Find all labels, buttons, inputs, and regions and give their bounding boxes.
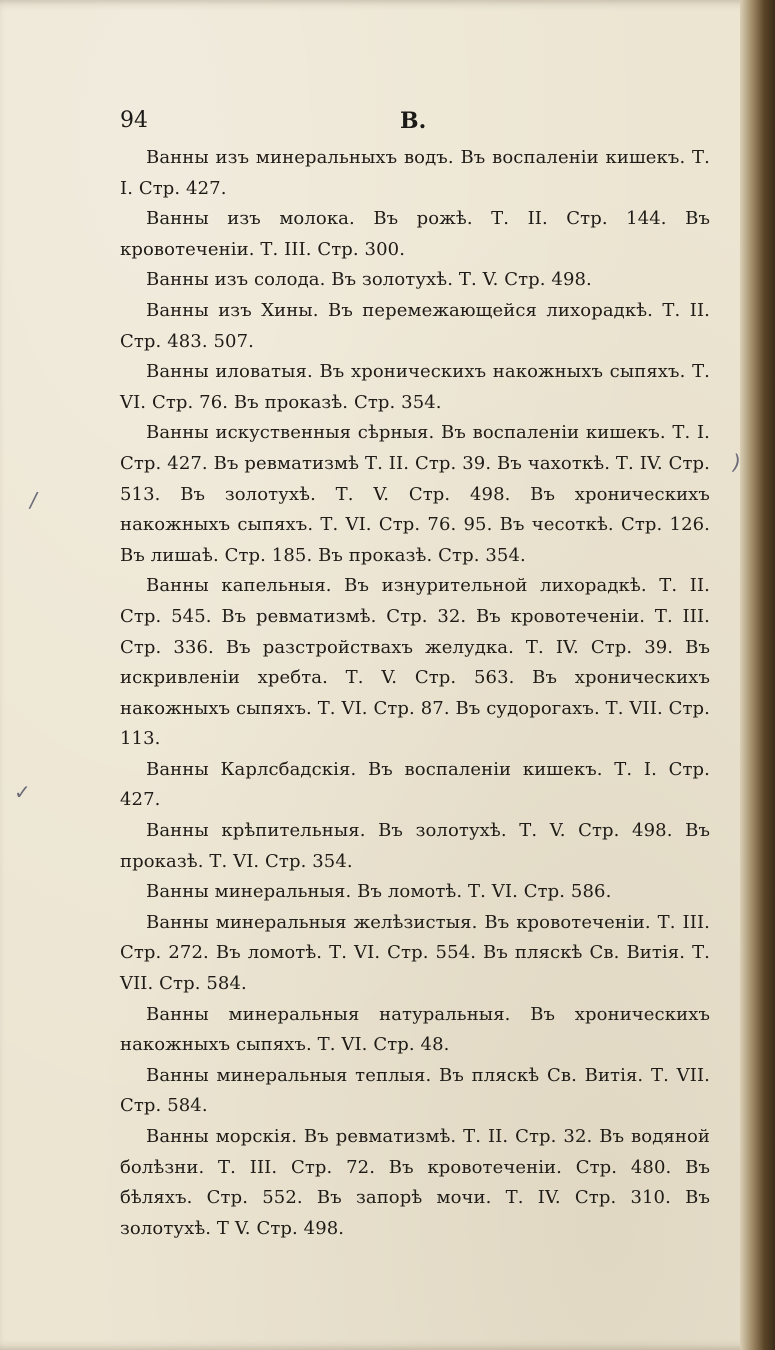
index-entry: Ванны Карлсбадскія. Въ воспаленіи кишекъ. Т. I. Стр. 427. [120, 758, 710, 811]
index-entry: Ванны капельныя. Въ изнурительной лихорадкѣ. Т. II. Стр. 545. Въ ревматизмѣ. Стр. 32. Въ кровотеченіи. Т. III. Стр. 336. Въ разстройствахъ желудка. Т. IV. Стр. 39. Въ искривленіи хребта. Т. V. Стр. 563. Въ хроническихъ накожныхъ сыпяхъ. Т. VI. Стр. 87. Въ судорогахъ. Т. VII. Стр. 113. [120, 575, 710, 750]
running-head: В. [400, 108, 427, 134]
page-header [120, 108, 427, 138]
index-entry: Ванны минеральныя теплыя. Въ пляскѣ Св. Витія. Т. VII. Стр. 584. [120, 1064, 710, 1117]
margin-pencil-mark: ) [733, 450, 741, 474]
index-entry: Ванны морскія. Въ ревматизмѣ. Т. II. Стр. 32. Въ водяной болѣзни. Т. III. Стр. 72. Въ кровотеченіи. Стр. 480. Въ бѣляхъ. Стр. 552. Въ запорѣ мочи. Т. IV. Стр. 310. Въ золотухѣ. Т V. Стр. 498. [120, 1126, 710, 1239]
margin-check-mark: ✓ [14, 780, 31, 804]
index-entry: Ванны иловатыя. Въ хроническихъ накожныхъ сыпяхъ. Т. VI. Стр. 76. Въ проказѣ. Стр. 354. [120, 361, 710, 413]
page-edge-shadow [740, 0, 775, 1350]
index-entry: Ванны изъ Хины. Въ перемежающейся лихорадкѣ. Т. II. Стр. 483. 507. [120, 299, 710, 352]
page-number: 94 [120, 108, 148, 133]
index-entry: Ванны искуственныя сѣрныя. Въ воспаленіи кишекъ. Т. I. Стр. 427. Въ ревматизмѣ Т. II. Стр. 39. Въ чахоткѣ. Т. IV. Стр. 513. Въ золотухѣ. Т. V. Стр. 498. Въ хроническихъ накожныхъ сыпяхъ. Т. VI. Стр. 76. 95. Въ чесоткѣ. Стр. 126. Въ лишаѣ. Стр. 185. Въ проказѣ. Стр. 354. [120, 422, 710, 566]
index-entry: Ванны минеральныя желѣзистыя. Въ кровотеченіи. Т. III. Стр. 272. Въ ломотѣ. Т. VI. Стр. 554. Въ пляскѣ Св. Витія. Т. VII. Стр. 584. [120, 911, 710, 995]
index-entry: Ванны изъ минеральныхъ водъ. Въ воспаленіи кишекъ. Т. I. Стр. 427. [120, 147, 710, 199]
index-entry: Ванны минеральныя. Въ ломотѣ. Т. VI. Стр. 586. [146, 881, 612, 903]
margin-pencil-mark: / [30, 488, 37, 512]
index-entry: Ванны минеральныя натуральныя. Въ хроническихъ накожныхъ сыпяхъ. Т. VI. Стр. 48. [120, 1003, 710, 1056]
index-entry: Ванны изъ солода. Въ золотухѣ. Т. V. Стр. 498. [146, 269, 592, 291]
index-entry: Ванны изъ молока. Въ рожѣ. Т. II. Стр. 144. Въ кровотеченіи. Т. III. Стр. 300. [120, 208, 710, 260]
index-entry: Ванны крѣпительныя. Въ золотухѣ. Т. V. Стр. 498. Въ проказѣ. Т. VI. Стр. 354. [120, 820, 710, 872]
index-entries [120, 143, 710, 1244]
